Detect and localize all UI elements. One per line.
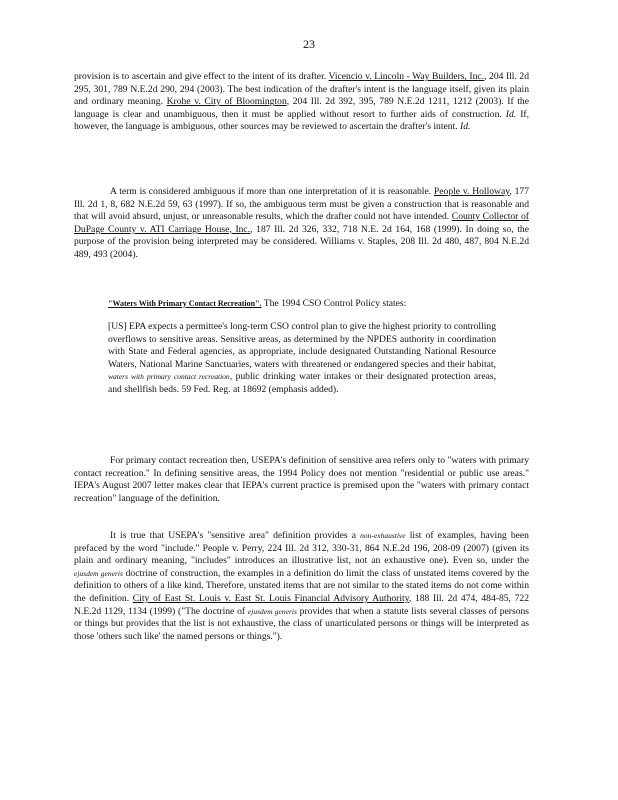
case-citation: City of East St. Louis v. East St. Louis Financial Advisory Authority [132,592,409,604]
text: A term is considered ambiguous if more than one interpretation of it is reasonable. [110,186,434,197]
text: , 177 Ill. 2d 1, 8, 682 N.E.2d 59, 63 (1997). If so, the ambiguous term must be given a construction that is reasonable and that will avoid absurd, unjust, or unreasonable results, which the drafter could not have intended. [74,186,530,223]
text: , public drinking water intakes or their designated protection areas, and shellfish beds. 59 Fed. Reg. at 18692 (emphasis added). [108,371,496,395]
id-citation: Id. [505,108,517,120]
section-heading-label: "Waters With Primary Contact Recreation". [108,299,262,308]
paragraph-ejusdem-generis [74,530,529,643]
case-citation: People v. Holloway [433,186,510,197]
text: , 188 Ill. 2d 474, 484-85, 722 N.E.2d 1129, 1134 (1999) ("The doctrine of [74,592,530,617]
text: , 204 Ill. 2d 295, 301, 789 N.E.2d 290, 294 (2003). The best indication of the drafter's intent is the language itself, given its plain and ordinary meaning. [74,71,529,108]
text: The 1994 CSO Control Policy states: [261,298,407,309]
text: list of examples, having been prefaced by the word "include." People v. Perry, 224 Ill. 2d 312, 330-31, 864 N.E.2d 196, 208-09 (2007) (given its plain and ordinary meaning, "includes" introduces an illustrative list, not an exhaustive one). Even so, under the [74,530,529,567]
emphasis: ejusdem generis [74,568,123,578]
paragraph-primary-contact [74,455,529,505]
text: provision is to ascertain and give effect to the intent of its drafter. [74,71,329,82]
text: [US] EPA expects a permittee's long-term CSO control plan to give the highest priority to controlling overflows to sensitive areas. Sensitive areas, as determined by the NPDES authority in coordination with State and Federal agencies, as appropriate, include designated Outstanding National Resource Waters, National Marine Sanctuaries, waters with threatened or endangered species and their habitat, [108,321,496,370]
case-citation: Vicencio v. Lincoln - Way Builders, Inc. [328,71,485,82]
text: For primary contact recreation then, USEPA's definition of sensitive area refers only to "waters with primary contact recreation." In defining sensitive areas, the 1994 Policy does not mention "residential or public use areas." IEPA's August 2007 letter makes clear that IEPA's current practice is premised upon the "waters with primary contact recreation" language of the definition. [74,455,529,504]
text: , 187 Ill. 2d 326, 332, 718 N.E. 2d 164, 168 (1999). In doing so, the purpose of the provision being interpreted may be considered. [74,223,529,248]
emphasis: waters with primary contact recreation [108,372,230,382]
text: , 204 Ill. 2d 392, 395, 789 N.E.2d 1211, 1212 (2003). If the language is clear and unambiguous, then it must be applied without resort to further aids of construction. [74,96,529,120]
page-number: 23 [303,37,315,51]
text: doctrine of construction, the examples in a definition do limit the class of unstated items covered by the definition to others of a like kind. Therefore, unstated items that are not similar to the stated items do not come within the definition. [74,567,530,604]
paragraph-statutory-intent [74,71,529,134]
case-citation: Krohe v. City of Bloomington [166,96,287,108]
text: It is true that USEPA's "sensitive area" definition provides a [110,530,361,541]
paragraph-ambiguity [74,186,529,262]
block-quote [108,321,496,397]
text: If, however, the language is ambiguous, other sources may be reviewed to ascertain the drafter's intent. [74,108,529,133]
case-citation: County Collector of DuPage County v. ATI Carriage House, Inc. [74,211,529,235]
emphasis: non-exhaustive [360,531,406,540]
section-heading [108,298,528,311]
id-citation: Id. [460,121,471,133]
emphasis: ejusdem generis [247,606,297,616]
case-citation: Williams v. Staples [320,236,396,248]
text: provides that when a statute lists several classes of persons or things but provides that the list is not exhaustive, the class of unarticulated persons or things will be interpreted as those 'others such like' the named persons or things."). [74,605,530,642]
text: , 208 Ill. 2d 480, 487, 804 N.E.2d 489, 493 (2004). [74,236,530,260]
